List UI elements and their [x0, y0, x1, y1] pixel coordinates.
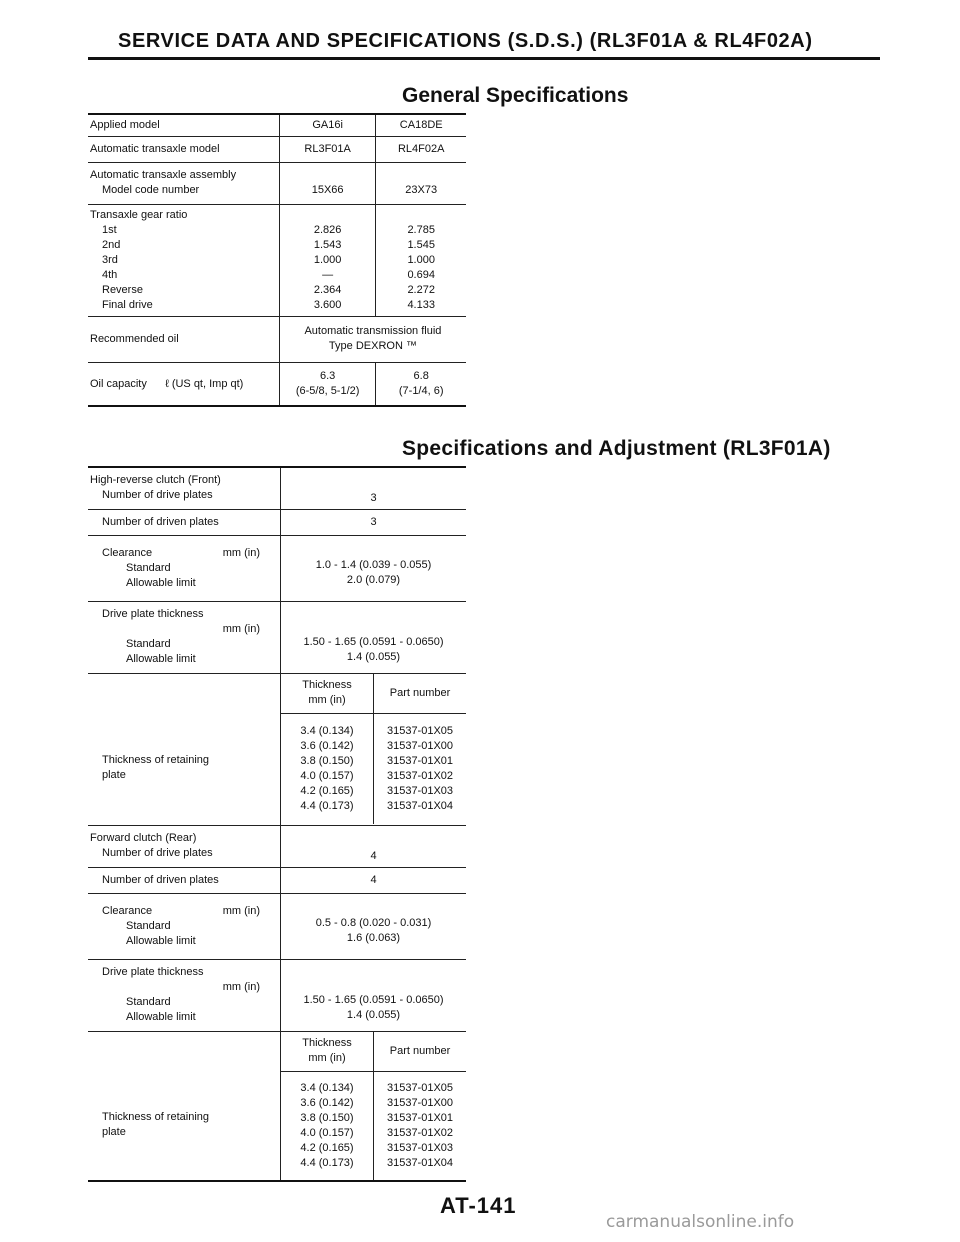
rear-thickness-standard: 1.50 - 1.65 (0.0591 - 0.0650)	[303, 994, 444, 1006]
rear-allowable-label: Allowable limit	[126, 934, 196, 947]
front-retaining-plates-table	[281, 674, 466, 824]
plate-thickness: 4.0 (0.157)	[300, 769, 354, 782]
row-label	[88, 162, 279, 204]
table-row	[88, 162, 466, 204]
table-row	[88, 1031, 466, 1181]
front-retaining-plates	[281, 673, 467, 825]
row-label	[88, 362, 279, 406]
thickness-header: Thickness	[302, 679, 352, 692]
table-row	[88, 316, 466, 362]
gear-ratio-value: 1.000	[407, 253, 435, 266]
gear-ratio-values-1	[279, 204, 376, 316]
plate-thickness: 4.0 (0.157)	[300, 1126, 354, 1139]
front-thickness-values	[281, 601, 467, 673]
cell-value	[279, 362, 376, 406]
capacity-v1a: 6.3	[320, 369, 336, 382]
row-label	[88, 467, 281, 509]
rear-thickness-label: Drive plate thickness	[102, 966, 204, 978]
assembly-label: Automatic transaxle assembly	[90, 169, 237, 181]
plate-thickness: 3.8 (0.150)	[300, 1111, 354, 1124]
row-label	[88, 535, 281, 601]
page-number: AT-141	[440, 1193, 517, 1218]
plate-part-number: 31537-01X05	[386, 724, 454, 737]
capacity-unit: ℓ (US qt, Imp qt)	[165, 377, 244, 390]
cell-value: CA18DE	[376, 114, 466, 136]
rear-clutch-title: Forward clutch (Rear)	[90, 832, 197, 844]
plate-part-number: 31537-01X00	[386, 739, 454, 752]
front-thickness-standard-label: Standard	[126, 638, 171, 650]
gear-ratio-value: 1.545	[407, 238, 435, 251]
rear-thickness-limit: 1.4 (0.055)	[346, 1009, 401, 1021]
general-specifications-table	[88, 113, 466, 407]
model-code-label: Model code number	[102, 184, 200, 196]
front-thickness-standard: 1.50 - 1.65 (0.0591 - 0.0650)	[303, 636, 444, 648]
row-label	[88, 601, 281, 673]
row-label: Recommended oil	[88, 316, 279, 362]
table-row	[281, 1032, 466, 1072]
front-clearance-unit: mm (in)	[222, 546, 260, 559]
table-row	[88, 673, 466, 825]
plate-thickness: 4.4 (0.173)	[300, 799, 354, 812]
plate-part-number: 31537-01X02	[386, 769, 454, 782]
table-row	[281, 714, 466, 824]
rear-clearance-label-row	[90, 904, 280, 919]
col-header-part: Part number	[374, 674, 467, 714]
gear-ratio-value: 2.364	[313, 283, 342, 296]
plate-thickness: 4.2 (0.165)	[300, 784, 354, 797]
specifications-adjustment-title: Specifications and Adjustment (RL3F01A)	[402, 437, 831, 460]
gear-ratio-value: 2.785	[407, 223, 435, 236]
cell-value: GA16i	[279, 114, 376, 136]
page-header-title: SERVICE DATA AND SPECIFICATIONS (S.D.S.) (RL3F01A & RL4F02A)	[118, 30, 813, 52]
gear-ratio-value: 2.272	[407, 283, 435, 296]
rear-thickness-values	[281, 959, 467, 1031]
table-row	[88, 509, 466, 535]
front-retaining-label-2: plate	[102, 769, 126, 781]
plate-part-number: 31537-01X03	[386, 784, 454, 797]
rear-retaining-plates	[281, 1031, 467, 1181]
cell-value: RL4F02A	[376, 136, 466, 162]
rear-retaining-plates-table	[281, 1032, 466, 1180]
gear-ratio-values-2	[376, 204, 466, 316]
rear-drive-plates-value: 4	[281, 825, 467, 867]
rear-part-list	[374, 1072, 467, 1180]
gear-name: Final drive	[102, 298, 153, 311]
plate-part-number: 31537-01X02	[386, 1126, 454, 1139]
rear-thickness-standard-label: Standard	[126, 996, 171, 1008]
rear-clearance-standard: 0.5 - 0.8 (0.020 - 0.031)	[315, 917, 432, 929]
rear-drive-plates-label: Number of drive plates	[102, 847, 213, 859]
gear-ratio-value: 1.000	[313, 253, 342, 266]
col-header-thickness	[281, 674, 374, 714]
thickness-unit-header: mm (in)	[308, 1052, 346, 1065]
front-clearance-label-row	[90, 546, 280, 561]
gear-ratio-value: —	[322, 268, 334, 281]
plate-thickness: 3.6 (0.142)	[300, 1096, 354, 1109]
gear-name: 2nd	[102, 238, 121, 251]
capacity-label: Oil capacity	[90, 377, 147, 390]
table-row	[88, 825, 466, 867]
gear-ratio-value: 3.600	[313, 298, 342, 311]
front-drive-plates-value: 3	[281, 467, 467, 509]
front-clearance-limit: 2.0 (0.079)	[346, 574, 401, 586]
general-specifications-title: General Specifications	[402, 84, 629, 107]
table-row	[88, 114, 466, 136]
table-row	[281, 674, 466, 714]
table-row	[88, 535, 466, 601]
plate-thickness: 4.2 (0.165)	[300, 1141, 354, 1154]
cell-value	[279, 316, 466, 362]
rear-retaining-label-2: plate	[102, 1125, 126, 1138]
gear-name: Reverse	[102, 283, 143, 296]
plate-thickness: 3.8 (0.150)	[300, 754, 354, 767]
table-row	[88, 959, 466, 1031]
header-rule	[88, 57, 880, 60]
table-row	[88, 601, 466, 673]
row-label	[88, 893, 281, 959]
front-driven-plates-value: 3	[281, 509, 467, 535]
row-label: Automatic transaxle model	[88, 136, 279, 162]
cell-value: RL3F01A	[279, 136, 376, 162]
cell-value: 15X66	[279, 162, 376, 204]
front-allowable-label: Allowable limit	[126, 576, 196, 589]
gear-ratio-value: 2.826	[313, 223, 342, 236]
col-header-part: Part number	[374, 1032, 467, 1072]
plate-thickness: 4.4 (0.173)	[300, 1156, 354, 1169]
table-row	[88, 136, 466, 162]
capacity-v1b: (6-5/8, 5-1/2)	[295, 384, 360, 397]
rear-clearance-limit: 1.6 (0.063)	[346, 932, 401, 944]
plate-part-number: 31537-01X03	[386, 1141, 454, 1154]
gear-ratio-value: 0.694	[407, 268, 435, 281]
row-label	[88, 1031, 281, 1181]
plate-thickness: 3.4 (0.134)	[300, 1081, 354, 1094]
capacity-v2a: 6.8	[413, 369, 429, 382]
front-clutch-title: High-reverse clutch (Front)	[90, 474, 221, 487]
table-row	[88, 467, 466, 509]
front-thickness-unit: mm (in)	[222, 623, 260, 635]
gear-ratio-value: 1.543	[313, 238, 342, 251]
gear-name: 1st	[102, 223, 117, 236]
thickness-header: Thickness	[302, 1037, 352, 1050]
rear-driven-plates-value: 4	[281, 867, 467, 893]
front-clearance-label: Clearance	[102, 546, 153, 559]
front-standard-label: Standard	[126, 561, 171, 574]
capacity-v2b: (7-1/4, 6)	[398, 384, 444, 397]
row-label: Applied model	[88, 114, 279, 136]
front-thickness-list	[281, 714, 374, 824]
rear-driven-plates-label: Number of driven plates	[102, 874, 219, 886]
rear-clearance-label: Clearance	[102, 904, 153, 917]
rear-clearance-unit: mm (in)	[222, 904, 260, 917]
rear-clearance-values	[281, 893, 467, 959]
table-row	[88, 362, 466, 406]
rear-standard-label: Standard	[126, 919, 171, 932]
row-label	[88, 509, 281, 535]
plate-part-number: 31537-01X04	[386, 1156, 454, 1169]
cell-value	[376, 362, 466, 406]
gear-name: 4th	[102, 268, 118, 281]
front-thickness-limit: 1.4 (0.055)	[346, 651, 401, 663]
row-label	[88, 959, 281, 1031]
table-row	[88, 893, 466, 959]
oil-line2: Type DEXRON ™	[328, 340, 417, 352]
watermark: carmanualsonline.info	[606, 1212, 795, 1232]
oil-line1: Automatic transmission fluid	[304, 325, 442, 337]
plate-part-number: 31537-01X00	[386, 1096, 454, 1109]
plate-part-number: 31537-01X04	[386, 799, 454, 812]
front-clearance-standard: 1.0 - 1.4 (0.039 - 0.055)	[315, 559, 432, 571]
row-label	[88, 867, 281, 893]
front-part-list	[374, 714, 467, 824]
table-row	[281, 1072, 466, 1180]
rear-thickness-unit: mm (in)	[222, 981, 260, 993]
gear-ratio-labels	[88, 204, 279, 316]
front-driven-plates-label: Number of driven plates	[102, 516, 219, 528]
col-header-thickness	[281, 1032, 374, 1072]
gear-ratio-value: 4.133	[407, 298, 435, 311]
table-row	[88, 867, 466, 893]
rear-retaining-label: Thickness of retaining	[102, 1110, 209, 1123]
plate-part-number: 31537-01X01	[386, 754, 454, 767]
rear-thickness-list	[281, 1072, 374, 1180]
front-clearance-values	[281, 535, 467, 601]
table-row	[88, 204, 466, 316]
specifications-adjustment-table	[88, 466, 466, 1182]
plate-part-number: 31537-01X01	[386, 1111, 454, 1124]
rear-thickness-allowable-label: Allowable limit	[126, 1011, 196, 1023]
gear-ratio-label: Transaxle gear ratio	[90, 208, 188, 221]
plate-thickness: 3.6 (0.142)	[300, 739, 354, 752]
gear-name: 3rd	[102, 253, 118, 266]
front-thickness-allowable-label: Allowable limit	[126, 653, 196, 665]
plate-thickness: 3.4 (0.134)	[300, 724, 354, 737]
front-drive-plates-label: Number of drive plates	[102, 489, 213, 502]
cell-value: 23X73	[376, 162, 466, 204]
front-retaining-label: Thickness of retaining	[102, 754, 209, 766]
row-label	[88, 673, 281, 825]
row-label	[88, 825, 281, 867]
plate-part-number: 31537-01X05	[386, 1081, 454, 1094]
front-thickness-label: Drive plate thickness	[102, 608, 204, 620]
thickness-unit-header: mm (in)	[308, 694, 346, 707]
